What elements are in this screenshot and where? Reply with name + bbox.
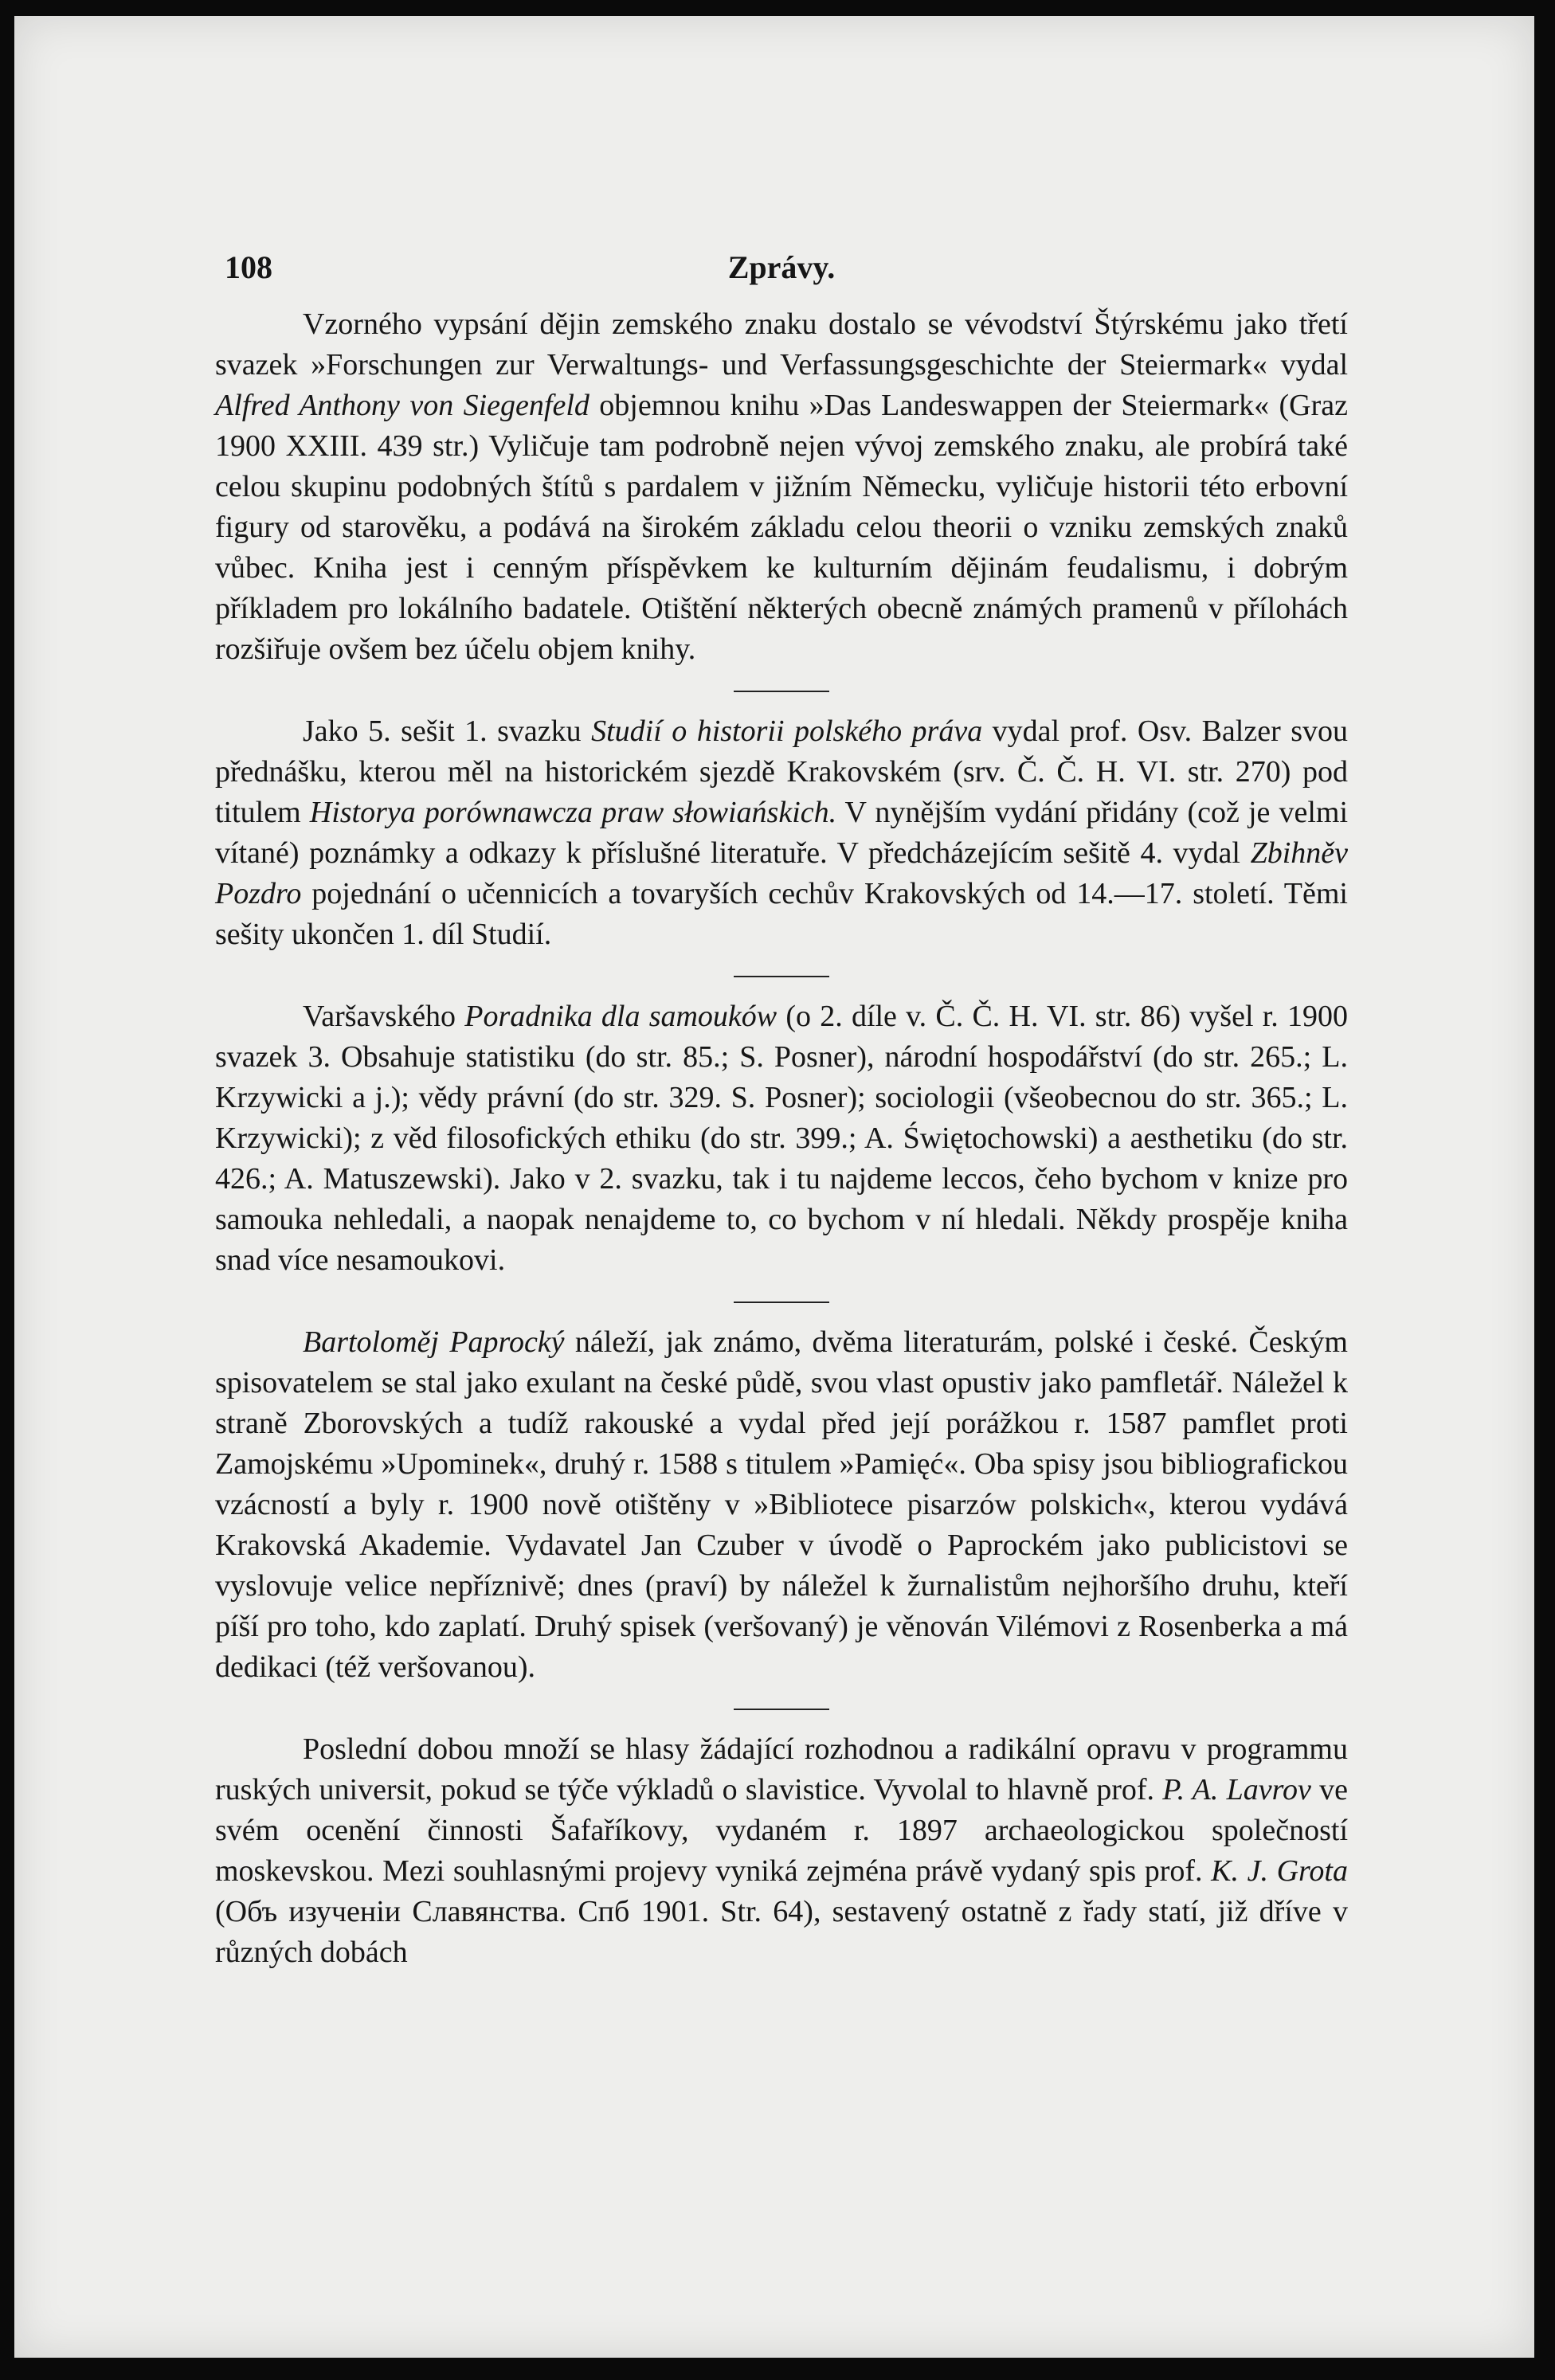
page-number: 108 — [225, 249, 272, 285]
section-divider — [734, 976, 829, 977]
page-header — [215, 247, 1348, 288]
running-head: Zprávy. — [727, 249, 836, 285]
scanned-page — [14, 16, 1534, 2358]
section-divider — [734, 1302, 829, 1303]
section-divider — [734, 691, 829, 692]
paragraph-polish-law-studies: Jako 5. sešit 1. svazku Studií o historii polského práva vydal prof. Osv. Balzer svou přednášku, kterou měl na historickém sjezdě Krakovském (srv. Č. Č. H. VI. str. 270) pod titulem Historya porównawcza praw słowiańskich. V nynějším vydání přidány (což je velmi vítané) poznámky a odkazy k příslušné literatuře. V předcházejícím sešitě 4. vydal Zbihněv Pozdro pojednání o učennicích a tovaryších cechův Krakovských od 14.—17. století. Těmi sešity ukončen 1. díl Studií. — [215, 714, 1348, 951]
section-divider — [734, 1709, 829, 1710]
paragraph-paprocky: Bartoloměj Paprocký náleží, jak známo, dvěma literaturám, polské i české. Českým spisovatelem se stal jako exulant na české půdě, svou vlast opustiv jako pamfletář. Náležel k straně Zborovských a tudíž rakouské a vydal před její porážkou r. 1587 pamflet proti Zamojskému »Upominek«, druhý r. 1588 s titulem »Pamięć«. Oba spisy jsou bibliografickou vzácností a byly r. 1900 nově otištěny v »Bibliotece pisarzów polskich«, kterou vydává Krakovská Akademie. Vydavatel Jan Czuber v úvodě o Paprockém jako publicistovi se vyslovuje velice nepříznivě; dnes (praví) by náležel k žurnalistům nejhoršího druhu, kteří píší pro toho, kdo zaplatí. Druhý spisek (veršovaný) je věnován Vilémovi z Rosenberka a má dedikaci (též veršovanou). — [215, 1325, 1348, 1684]
paragraph-poradnik-samoukow: Varšavského Poradnika dla samouków (o 2. díle v. Č. Č. H. VI. str. 86) vyšel r. 1900 svazek 3. Obsahuje statistiku (do str. 85.; S. Posner), národní hospodářství (do str. 265.; L. Krzywicki a j.); vědy právní (do str. 329. S. Posner); sociologii (všeobecnou do str. 365.; L. Krzywicki); z věd filosofických ethiku (do str. 399.; A. Świętochowski) a aesthetiku (do str. 426.; A. Matuszewski). Jako v 2. svazku, tak i tu najdeme leccos, čeho bychom v knize pro samouka nehledali, a naopak nenajdeme to, co bychom v ní hledali. Někdy prospěje kniha snad více nesamoukovi. — [215, 1000, 1348, 1277]
paragraph-russian-universities: Poslední dobou množí se hlasy žádající rozhodnou a radikální opravu v programmu ruských universit, pokud se týče výkladů o slavistice. Vyvolal to hlavně prof. P. A. Lavrov ve svém ocenění činnosti Šafaříkovy, vydaném r. 1897 archaeologickou společností moskevskou. Mezi souhlasnými projevy vyniká zejména právě vydaný spis prof. K. J. Grota (Объ изученіи Славянства. Спб 1901. Str. 64), sestavený ostatně z řady statí, již dříve v různých dobách — [215, 1732, 1348, 1969]
paragraph-styrian-coat-of-arms: Vzorného vypsání dějin zemského znaku dostalo se vévodství Štýrskému jako třetí svazek »Forschungen zur Verwaltungs- und Verfassungsgeschichte der Steiermark« vydal Alfred Anthony von Siegenfeld objemnou knihu »Das Landeswappen der Steiermark« (Graz 1900 XXIII. 439 str.) Vyličuje tam podrobně nejen vývoj zemského znaku, ale probírá také celou skupinu podobných štítů s pardalem v jižním Německu, vyličuje historii této erbovní figury od starověku, a podává na širokém základu celou theorii o vzniku zemských znaků vůbec. Kniha jest i cenným příspěvkem ke kulturním dějinám feudalismu, i dobrým příkladem pro lokálního badatele. Otištění některých obecně známých pramenů v přílohách rozšiřuje ovšem bez účelu objem knihy. — [215, 307, 1348, 666]
page-text — [215, 247, 1348, 1973]
